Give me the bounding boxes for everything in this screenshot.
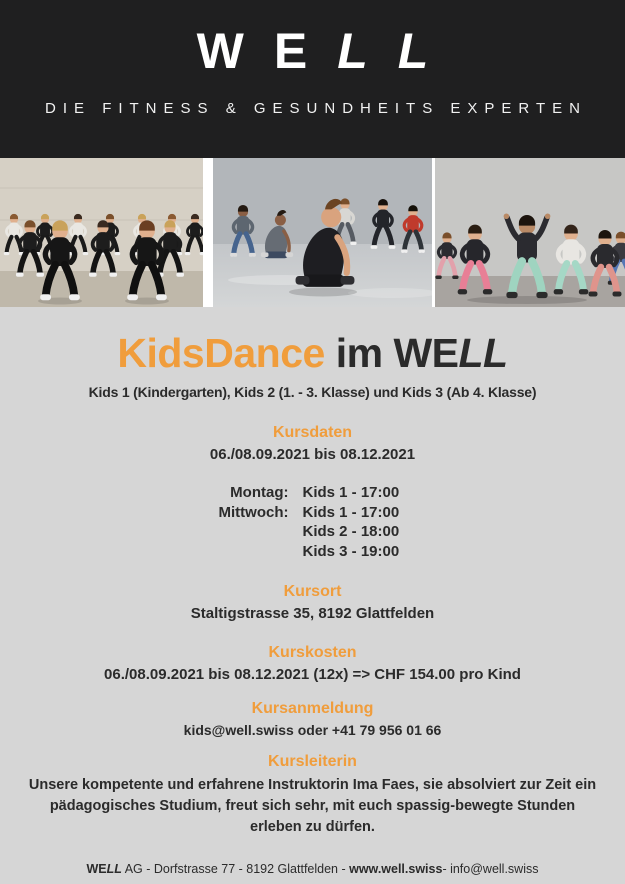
kursanmeldung-contact: kids@well.swiss oder +41 79 956 01 66 [183,722,442,739]
instructor-paragraph: Unsere kompetente und erfahrene Instruktorin Ima Faes, sie absolviert zur Zeit ein pädagogisches Studium, freut sich sehr, mit euch spassig-bewegte Stunden erleben zu dürfen. [28,777,597,836]
schedule-row [0,503,613,523]
footer-brand-upright: WE [86,862,107,877]
title-brand-italic: LL [458,330,508,376]
subtitle: Kids 1 (Kindergarten), Kids 2 (1. - 3. Klasse) und Kids 3 (Ab 4. Klasse) [88,384,537,401]
schedule-day [174,542,289,562]
schedule-row [0,522,613,542]
title-brand-upright: WE [393,330,459,376]
photo-crew-colorful-pants [435,158,625,307]
section-kursort-heading: Kursort [283,583,342,601]
well-logo-upright: WE [196,23,338,79]
photo-boy-crouching [213,158,432,307]
title-highlight: KidsDance [117,330,325,376]
page-title [0,331,625,375]
photo-strip [0,158,625,307]
flyer-body [0,331,625,876]
header-banner [0,0,625,158]
schedule-row [0,542,613,562]
schedule-row [0,483,613,503]
footer-address: AG - Dorfstrasse 77 - 8192 Glattfelden - [121,862,350,877]
kursdaten-date-range: 06./08.09.2021 bis 08.12.2021 [209,446,416,464]
schedule-table [0,483,613,561]
footer-line [0,862,625,876]
section-kursleiterin-heading: Kursleiterin [268,753,357,771]
schedule-entry: Kids 1 - 17:00 [302,503,400,521]
section-kursdaten-heading: Kursdaten [272,424,353,442]
section-kurskosten-heading: Kurskosten [268,644,357,662]
well-logo [0,0,625,79]
schedule-entry: Kids 2 - 18:00 [302,523,400,541]
header-tagline: DIE FITNESS & GESUNDHEITS EXPERTEN [45,100,587,117]
title-connector: im [324,330,394,376]
schedule-day [174,522,289,542]
schedule-entry: Kids 1 - 17:00 [302,484,400,502]
kursort-address: Staltigstrasse 35, 8192 Glattfelden [190,605,435,623]
footer-brand-italic: LL [106,862,122,877]
well-logo-italic: LL [337,23,459,79]
footer-website: www.well.swiss [349,862,443,877]
schedule-entry: Kids 3 - 19:00 [302,542,400,560]
schedule-day: Montag: [230,484,289,502]
kurskosten-price: 06./08.09.2021 bis 08.12.2021 (12x) => CHF 154.00 pro Kind [104,666,521,684]
photo-dance-group-black-outfits [0,158,203,307]
photo-gap [203,158,213,307]
section-kursanmeldung-heading: Kursanmeldung [251,700,374,718]
schedule-day: Mittwoch: [218,503,289,521]
footer-email: - info@well.swiss [442,862,539,877]
